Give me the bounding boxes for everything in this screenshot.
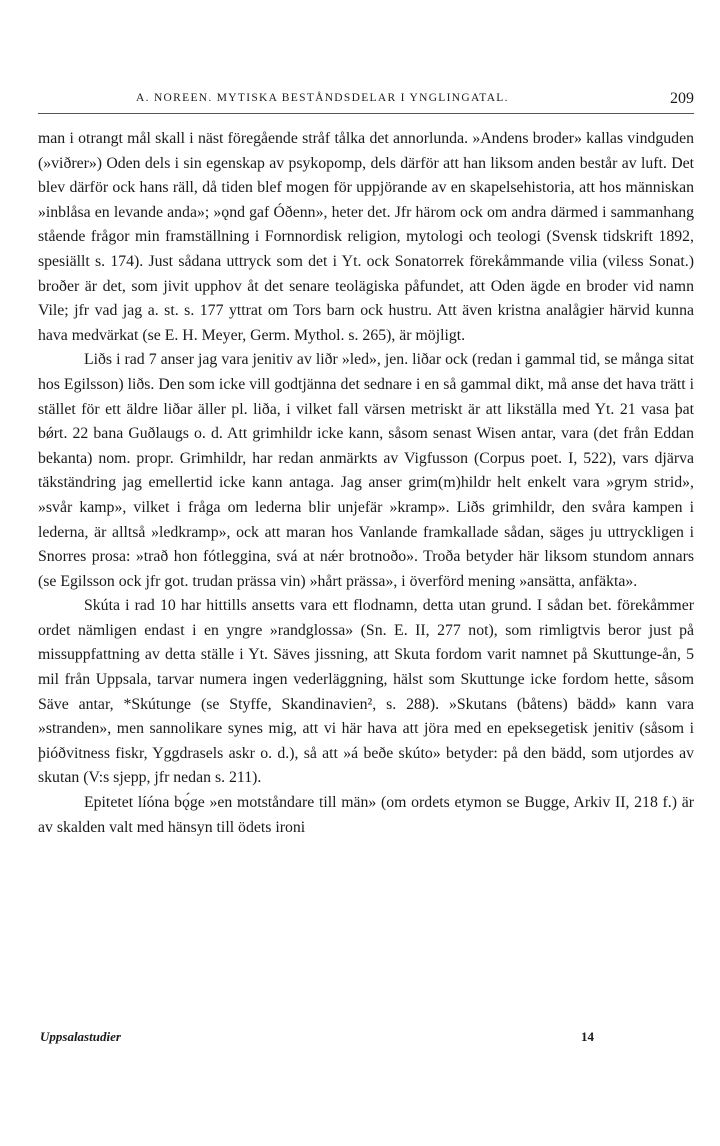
page-number: 209 <box>670 90 694 107</box>
header-rule <box>38 113 694 114</box>
paragraph-3: Skúta i rad 10 har hittills ansetts vara ett flodnamn, detta utan grund. I sådan bet. förekåmmer ordet nämligen endast i en yngre »randglossa» (Sn. E. II, 277 not), som rimligtvis beror just på missuppfattning av detta ställe i Yt. Säves jissning, att Skuta fordom varit namnet på Skuttunge-ån, 5 mil från Uppsala, tarvar numera ingen vederläggning, hälst som Skuttunge icke fordom hette, såsom Säve antar, *Skútunge (se Styffe, Skandinavien², s. 288). »Skutans (båtens) bädd» kann vara »stranden», men sannolikare synes mig, att vi här hava att jöra med en epeksegetisk jenitiv (såsom i þióðvitness fiskr, Yggdrasels askr o. d.), så att »á beðe skúto» betyder: på den bädd, som utjordes av skutan (V:s sjepp, jfr nedan s. 211). <box>38 597 694 787</box>
paragraph-1: man i otrangt mål skall i näst föregående stråf tålka det annorlunda. »Andens broder» kallas vindguden (»viðrer») Oden dels i sin egenskap av psykopomp, dels därför att han liksom anden består av luft. Det blev därför ock hans räll, då tiden blef mogen för uppjörande av en skapelsehistoria, att hos människan »inblåsa en levande anda»; »ǫnd gaf Óðenn», heter det. Jfr härom ock om andra därmed i sammanhang stående frågor min framställning i Fornnordisk religion, mytologi och teologi (Svensk tidskrift 1892, spesiällt s. 174). Just sådana uttryck som det i Yt. ock Sonatorrek förekåmmande vilia (vilєss Sonat.) broðer är det, som jivit upphov åt det senare teolägiska påfundet, att Oden ägde en broder vid namn Vile; jfr vad jag a. st. s. 177 yttrat om Tors barn ock hustru. Att även kristna analågier härvid kunna hava medvärkat (se E. H. Meyer, Germ. Mythol. s. 265), är möjligt. <box>38 130 694 344</box>
page-footer <box>38 1029 658 1049</box>
running-title: A. NOREEN. MYTISKA BESTÅNDSDELAR I YNGLINGATAL. <box>136 92 509 104</box>
signature-number: 14 <box>581 1029 594 1044</box>
running-head <box>36 90 694 110</box>
paragraph-4: Epitetet líóna bǫ́ge »en motståndare till män» (om ordets etymon se Bugge, Arkiv II, 218 f.) är av skalden valt med hänsyn till ödets ironi <box>38 794 694 836</box>
signature-mark: Uppsalastudier <box>40 1029 121 1044</box>
body-text <box>38 127 694 840</box>
paragraph-2: Liðs i rad 7 anser jag vara jenitiv av liðr »led», jen. liðar ock (redan i gammal tid, se många sitat hos Egilsson) liðs. Den som icke vill godtjänna det sednare i en så gammal dikt, må anse det hava trätt i stället för ett äldre liðar äller pl. liða, i vilket fall värsen metriskt är att likställa med Yt. 21 vasa þat bǿrt. 22 bana Guðlaugs o. d. Att grimhildr icke kann, såsom senast Wisen antar, vara (det från Eddan bekanta) nom. propr. Grimhildr, har redan anmärkts av Vigfusson (Corpus poet. I, 522), vars djärva täkständring jag emellertid icke kann antaga. Jag anser grim(m)hildr helt enkelt vara »grym strid», »svår kamp», vilket i fråga om lederna blir unjefär »kramp». Liðs grimhildr, den svåra kampen i lederna, är alltså »ledkramp», ock att maran hos Vanlande framkallade sådan, säges ju uttryckligen i Snorres prosa: »trað hon fótleggina, svá at nǽr brotnoðo». Troða betyder här liksom stundom annars (se Egilsson ock jfr got. trudan prässa vin) »hårt prässa», i överförd mening »ansätta, anfäkta». <box>38 351 694 590</box>
